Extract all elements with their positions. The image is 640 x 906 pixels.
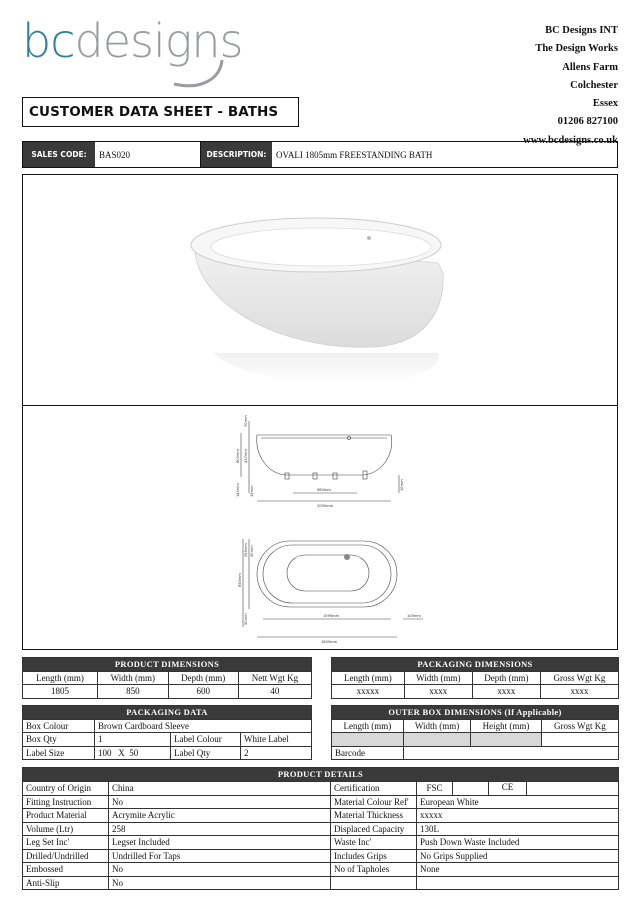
pk-header-depth: Depth (mm) — [472, 671, 540, 685]
pd-depth: 600 — [168, 685, 238, 699]
detail-value: 258 — [109, 822, 331, 836]
detail-label: Country of Origin — [23, 781, 109, 795]
label-colour-value: White Label — [241, 733, 312, 747]
detail-label: Volume (Ltr) — [23, 822, 109, 836]
packaging-data-table — [22, 705, 312, 760]
side-elevation-drawing — [213, 411, 433, 511]
pk-header-width: Width (mm) — [404, 671, 472, 685]
detail-value: No — [109, 863, 331, 877]
ob-height-cell — [471, 733, 542, 747]
product-image-panel — [22, 174, 618, 650]
pd-header-length: Length (mm) — [23, 671, 98, 685]
detail-label: Material Thickness — [331, 809, 417, 823]
dim-h-right: 10mm — [400, 479, 404, 491]
dim-h-total: 600mm — [236, 449, 240, 463]
address-line: Colchester — [570, 79, 618, 91]
detail-label: Material Colour Ref' — [331, 795, 417, 809]
description-value: OVALI 1805mm FREESTANDING BATH — [276, 149, 433, 160]
product-dimensions-title: PRODUCT DIMENSIONS — [23, 658, 312, 672]
packaging-dimensions-table — [331, 657, 619, 699]
pd-width: 850 — [98, 685, 168, 699]
ce-value — [527, 782, 618, 795]
detail-label: Anti-Slip — [23, 876, 109, 890]
plan-view-drawing — [213, 527, 453, 645]
ob-length-cell — [332, 733, 404, 747]
address-line: Essex — [592, 98, 618, 110]
pd-header-weight: Nett Wgt Kg — [238, 671, 311, 685]
detail-label: Product Material — [23, 809, 109, 823]
fsc-label: FSC — [417, 781, 453, 795]
dim-plan-width: 850mm — [238, 573, 242, 587]
dim-inner-width: 980mm — [317, 488, 331, 492]
detail-label: Drilled/Undrilled — [23, 849, 109, 863]
dim-h-inner: 437mm — [244, 449, 248, 463]
box-qty-label: Box Qty — [23, 733, 95, 747]
logo-swoosh — [150, 58, 230, 94]
detail-value-empty — [417, 876, 619, 890]
ob-header-length: Length (mm) — [332, 719, 404, 733]
detail-value: China — [109, 781, 331, 795]
label-colour-label: Label Colour — [171, 733, 241, 747]
dim-h-feet: 140mm — [236, 483, 240, 497]
ob-header-width: Width (mm) — [403, 719, 470, 733]
address-line: The Design Works — [535, 43, 618, 55]
label-qty-label: Label Qty — [171, 746, 241, 760]
detail-label: Leg Set Inc' — [23, 836, 109, 850]
company-phone: 01206 827100 — [557, 116, 618, 128]
detail-value: No — [109, 876, 331, 890]
pk-depth: xxxx — [472, 685, 540, 699]
address-line: Allens Farm — [562, 61, 618, 73]
product-dimensions-table — [22, 657, 312, 699]
logo-part-designs: designs — [74, 14, 243, 68]
pk-header-weight: Gross Wgt Kg — [540, 671, 618, 685]
dim-plan-w2: 90mm — [250, 545, 254, 557]
dim-h-top: 70mm — [244, 415, 248, 427]
pk-header-length: Length (mm) — [332, 671, 405, 685]
detail-value: Legset Included — [109, 836, 331, 850]
ce-label: CE — [489, 782, 527, 795]
pk-weight: xxxx — [540, 685, 618, 699]
box-qty-value: 1 — [95, 733, 171, 747]
panel-divider — [23, 405, 617, 406]
pk-length: xxxxx — [332, 685, 405, 699]
ob-header-weight: Gross Wgt Kg — [541, 719, 618, 733]
packaging-dimensions-title: PACKAGING DIMENSIONS — [332, 658, 619, 672]
detail-label: Includes Grips — [331, 849, 417, 863]
detail-value: None — [417, 863, 619, 877]
dim-h-base: 15mm — [250, 485, 254, 497]
box-colour-value: Brown Cardboard Sleeve — [95, 719, 312, 733]
pd-header-depth: Depth (mm) — [168, 671, 238, 685]
outer-box-title: OUTER BOX DIMENSIONS (If Applicable) — [332, 706, 619, 720]
outer-box-table — [331, 705, 619, 760]
product-details-title: PRODUCT DETAILS — [23, 768, 619, 782]
dim-plan-w1: 355mm — [244, 543, 248, 557]
dim-overall-width: 2000mm — [317, 504, 334, 508]
detail-label: Fitting Instruction — [23, 795, 109, 809]
company-name: BC Designs INT — [545, 25, 618, 36]
detail-value: No Grips Supplied — [417, 849, 619, 863]
certification-label: Certification — [331, 781, 417, 795]
sales-code-bar — [22, 141, 618, 168]
dim-plan-right: 105mm — [407, 614, 421, 618]
fsc-value — [453, 781, 489, 795]
dim-plan-length: 1595mm — [323, 614, 340, 618]
pd-header-width: Width (mm) — [98, 671, 168, 685]
dim-plan-overall: 1805mm — [321, 640, 338, 644]
bath-photo — [183, 203, 453, 393]
product-details-table — [22, 767, 619, 890]
description-label: DESCRIPTION: — [201, 142, 272, 167]
box-colour-label: Box Colour — [23, 719, 95, 733]
detail-value: Undrilled For Taps — [109, 849, 331, 863]
label-qty-value: 2 — [241, 746, 312, 760]
company-website: www.bcdesigns.co.uk — [523, 134, 618, 146]
pd-length: 1805 — [23, 685, 98, 699]
ob-weight-cell — [541, 733, 618, 747]
dim-plan-w3: 90mm — [244, 613, 248, 625]
pd-weight: 40 — [238, 685, 311, 699]
detail-label: Displaced Capacity — [331, 822, 417, 836]
ob-width-cell — [403, 733, 470, 747]
detail-label: Embossed — [23, 863, 109, 877]
label-size-value: 100 X 50 — [95, 746, 171, 760]
sheet-title: CUSTOMER DATA SHEET - BATHS — [22, 97, 299, 127]
detail-value: Acrymite Acrylic — [109, 809, 331, 823]
detail-label: Waste Inc' — [331, 836, 417, 850]
detail-label-empty — [331, 876, 417, 890]
ob-header-height: Height (mm) — [471, 719, 542, 733]
detail-value: No — [109, 795, 331, 809]
barcode-value — [403, 746, 618, 760]
pk-width: xxxx — [404, 685, 472, 699]
packaging-data-title: PACKAGING DATA — [23, 706, 312, 720]
label-size-label: Label Size — [23, 746, 95, 760]
sales-code-label: SALES CODE: — [23, 142, 95, 167]
detail-value: European White — [417, 795, 619, 809]
detail-value: 130L — [417, 822, 619, 836]
sales-code-value: BAS020 — [95, 142, 201, 167]
detail-label: No of Tapholes — [331, 863, 417, 877]
company-address — [523, 22, 618, 150]
logo-part-bc: bc — [22, 14, 75, 68]
barcode-label: Barcode — [332, 746, 404, 760]
detail-value: xxxxx — [417, 809, 619, 823]
detail-value: Push Down Waste Included — [417, 836, 619, 850]
